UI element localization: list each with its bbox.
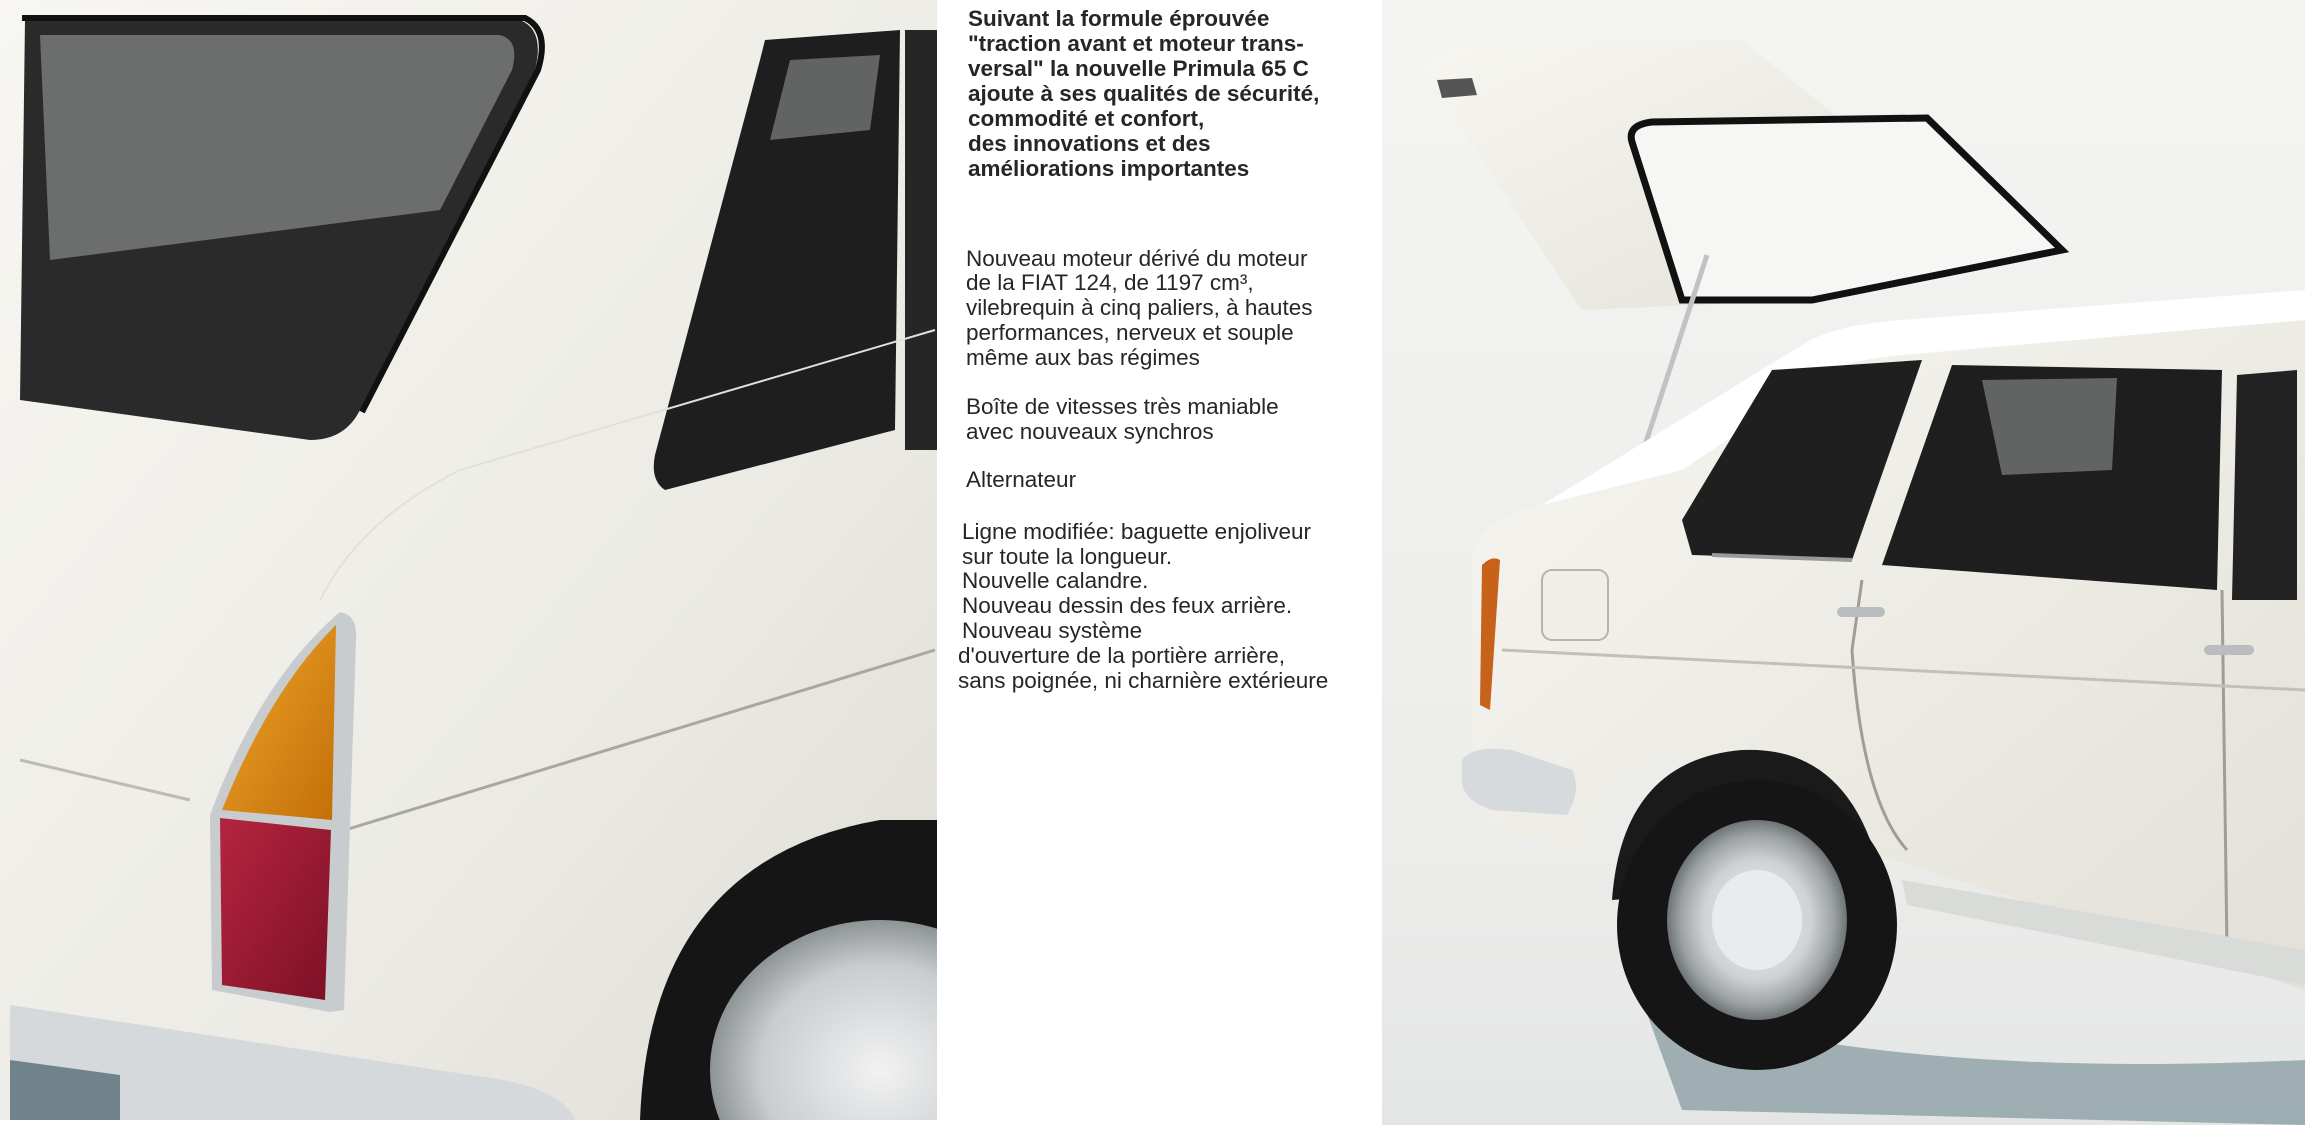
hubcap-center bbox=[1712, 870, 1802, 970]
feature-line: performances, nerveux et souple bbox=[966, 320, 1294, 345]
door-window-reflection bbox=[1982, 378, 2117, 475]
feature-text-column bbox=[950, 0, 1380, 1134]
feature-line: sur toute la longueur. bbox=[962, 544, 1173, 569]
intro-line: améliorations importantes bbox=[968, 156, 1250, 181]
rear-door-handle bbox=[1837, 607, 1885, 617]
door-pillar bbox=[905, 30, 937, 450]
tail-light-red-lens bbox=[220, 818, 331, 1000]
open-hatch-illustration bbox=[1382, 0, 2305, 1125]
feature-line: Alternateur bbox=[966, 467, 1077, 492]
rear-quarter-illustration bbox=[0, 0, 937, 1120]
hatch-latch bbox=[1437, 78, 1477, 98]
feature-line: avec nouveaux synchros bbox=[966, 419, 1214, 444]
intro-line: versal" la nouvelle Primula 65 C bbox=[968, 56, 1309, 81]
intro-line: ajoute à ses qualités de sécurité, bbox=[968, 81, 1320, 106]
feature-line: Nouveau moteur dérivé du moteur bbox=[966, 246, 1308, 271]
feature-line: de la FIAT 124, de 1197 cm³, bbox=[966, 270, 1254, 295]
fuel-filler-cap bbox=[1542, 570, 1608, 640]
intro-line: Suivant la formule éprouvée bbox=[968, 6, 1270, 31]
feature-line: Nouveau système bbox=[962, 618, 1143, 643]
feature-line: même aux bas régimes bbox=[966, 345, 1200, 370]
intro-line: "traction avant et moteur trans- bbox=[968, 31, 1304, 56]
feature-line: Nouveau dessin des feux arrière. bbox=[962, 593, 1293, 618]
feature-line: Nouvelle calandre. bbox=[962, 568, 1149, 593]
feature-line: Ligne modifiée: baguette enjoliveur bbox=[962, 519, 1311, 544]
rear-quarter-photo bbox=[0, 0, 937, 1120]
feature-line: Boîte de vitesses très maniable bbox=[966, 394, 1279, 419]
open-hatch-photo bbox=[1382, 0, 2305, 1125]
feature-line: vilebrequin à cinq paliers, à hautes bbox=[966, 295, 1313, 320]
front-door-handle bbox=[2204, 645, 2254, 655]
feature-line: sans poignée, ni charnière extérieure bbox=[958, 668, 1329, 693]
intro-line: des innovations et des bbox=[968, 131, 1211, 156]
feature-line: d'ouverture de la portière arrière, bbox=[958, 643, 1285, 668]
intro-line: commodité et confort, bbox=[968, 106, 1205, 131]
front-door-window bbox=[2232, 370, 2297, 600]
